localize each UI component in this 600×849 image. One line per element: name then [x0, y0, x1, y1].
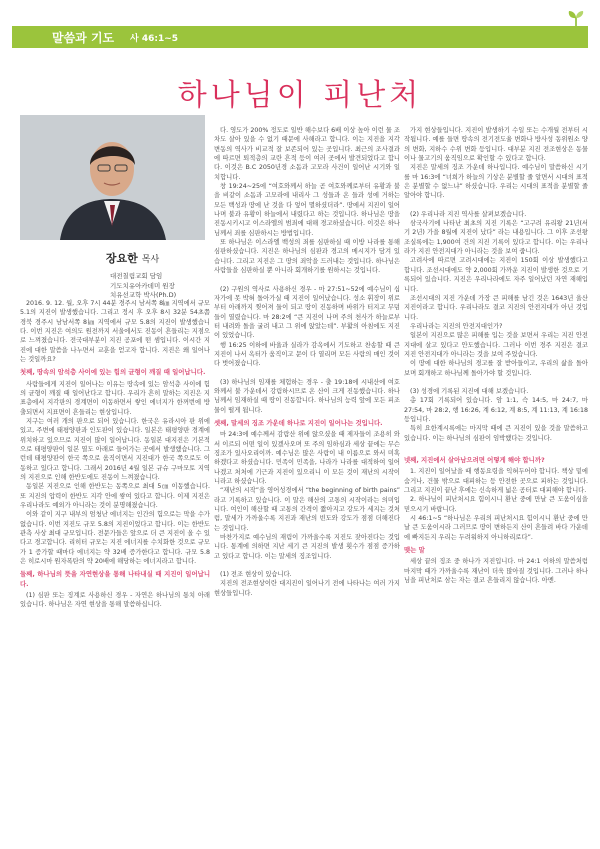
paragraph: 사람들에게 지진이 일어나는 이유는 땅속에 있는 암석층 사이에 힘의 균형이 깨질 때 일어난다고 합니다. 우리가 흔히 말하는 지진은 지표층에서 지각판의 경계면이 이동하면서 쌓인 에너지가 한꺼번에 방출되면서 지표면이 흔들리는 현상입니다.: [20, 380, 210, 416]
paragraph: (2) 우리나라 지진 역사를 살펴보겠습니다.: [410, 210, 527, 218]
paragraph: 마찬가지로 예수님의 재림이 가까울수록 지진도 잦아진다는 것입니다. 통계에 의하면 지난 세기 큰 지진의 발생 횟수가 점점 증가하고 있다고 합니다. 이는 말세의 징조입니다.: [214, 533, 400, 560]
paragraph: 특히 요한계시록에는 마지막 때에 큰 지진이 있을 것을 말씀하고 있습니다. 이는 하나님의 심판이 임박했다는 것입니다.: [404, 425, 588, 442]
author-info: [110, 272, 205, 301]
author-title: 목사: [141, 255, 160, 265]
paragraph: 조선시대의 지진 가운데 가장 큰 피해를 남긴 것은 1643년 울산 지진이라고 합니다. 우리나라도 결코 지진의 안전지대가 아닌 것입니다.: [404, 294, 588, 321]
paragraph: “재난의 시작”을 영어성경에서 “the beginning of birth pains” 라고 기록하고 있습니다. 이 말은 해산의 고통의 시작이라는 의미입니다. 여인이 해산할 때 고통의 간격이 짧아지고 강도가 세지는 것처럼, 말세가 가까울수록 지진과 재난의 빈도와 강도가 점점 더해진다는 것입니다.: [214, 487, 400, 532]
paragraph: 창 19:24~25에 “여호와께서 하늘 곧 여호와께로부터 유황과 불을 비같이 소돔과 고모라에 내리사 그 성들과 온 들과 성에 거하는 모든 백성과 땅에 난 것을 다 엎어 멸하셨더라”. 땅에서 지진이 일어나며 불과 유황이 하늘에서 내렸다고 하는 것입니다. 하나님은 땅을 진동시키시고 이스라엘의 범죄에 대해 경고하셨습니다. 이것은 하나님께서 죄를 심판하시는 방법입니다.: [214, 183, 400, 237]
paragraph: 이와 같이 지구 내부의 엄청난 에너지는 인간의 힘으로는 막을 수가 없습니다. 이번 지진도 규모 5.8의 지진이었다고 합니다. 이는 한반도 관측 사상 최대 규모입니다. 전문가들은 앞으로 더 큰 지진이 올 수 있다고 경고합니다. 리히터 규모는 지진 에너지를 수치화한 것으로 규모가 1 증가할 때마다 에너지는 약 32배 증가한다고 합니다. 규모 5.8은 히로시마 원자폭탄의 약 20배에 해당하는 에너지라고 합니다.: [20, 511, 210, 566]
paragraph: (1) 심판 또는 징계로 사용하신 경우 - 자연은 하나님의 통치 아래 있습니다. 하나님은 자연 현상을 통해 말씀하십니다.: [20, 591, 210, 609]
author-info-line: 기도치유아카데미 원장: [110, 281, 175, 290]
section-heading: 둘째, 하나님의 뜻을 자연현상을 통해 나타내실 때 지진이 일어납니다.: [20, 570, 210, 588]
section-header-bar: [12, 26, 588, 48]
author-name: 장요한: [105, 252, 138, 265]
paragraph: 다. 영도가 200% 정도로 일반 해수보다 6배 이상 높아 이런 물 조차도 살아 있을 수 없기 때문에 사해라고 합니다. 이는 지진을 지각변동의 역사가 비교적 잘 보존되어 있는 곳입니다. 최근의 조사결과에 따르면 퇴적층의 교란 흔적 등이 여러 곳에서 발견되었다고 합니다. 이것은 B.C 2050년경 소돔과 고모라 사건이 일어난 시기와 일치합니다.: [214, 127, 400, 181]
paragraph: 동일본 지진으로 인해 한반도는 동쪽으로 최대 5㎝ 이동했습니다. 또 지진의 압력이 한반도 지각 안에 쌓여 있다고 합니다. 이제 지진은 우리나라도 예외가 아니라는 것이 분명해졌습니다.: [20, 483, 210, 510]
author-block: [20, 250, 205, 301]
article-column-3: [404, 126, 588, 585]
article-title: 하나님이 피난처: [177, 78, 423, 113]
paragraph: 이 땅에 대한 하나님의 경고를 잘 받아들이고, 우리의 삶을 돌아보며 회개하고 하나님께 돌아가야 할 것입니다.: [404, 360, 588, 377]
article-column-2: [214, 126, 400, 598]
paragraph: 1. 지진이 일어났을 때 행동요령을 익혀두어야 합니다. 책상 밑에 숨거나, 건물 밖으로 대피하는 등 안전한 곳으로 피하는 것입니다. 그리고 지진이 끝난 후에는 신속하게 넓은 공터로 대피해야 합니다.: [404, 468, 588, 494]
paragraph: (1) 전조 현상이 있습니다.: [220, 570, 292, 578]
sprout-icon: [566, 10, 586, 26]
paragraph: (3) 성경에 기록된 지진에 대해 보겠습니다.: [410, 387, 529, 395]
paragraph: 또 하나님은 이스라엘 백성의 죄를 심판하실 때 이방 나라를 통해 심판하셨습니다. 지진은 하나님의 심판과 경고의 메시지가 담겨 있습니다. 그리고 지진은 그 땅의 죄악을 드러내는 것입니다. 하나님은 사람들을 심판하실 뿐 아니라 회개하기를 원하시는 것입니다.: [214, 239, 400, 275]
paragraph: 일본이 지진으로 많은 피해를 입는 것을 보면서 우리는 지진 안전지대에 살고 있다고 안도했습니다. 그러나 이번 경주 지진은 결코 지진 안전지대가 아니라는 것을 보여 주었습니다.: [404, 332, 588, 358]
intro-paragraph: 2016. 9. 12. 월, 오후 7시 44분 경주시 남서쪽 8㎞ 지역에서 규모 5.1의 지진이 발생했습니다. 그리고 정시 후 오후 8시 32분 54초쯤 경북 경주시 남남서쪽 8㎞ 지역에서 규모 5.8의 지진이 발생했습니다. 이번 지진은 여의도 원전까지 서울에서도 진동이 흔들리는 지점으로 느껴졌습니다. 전국대부분이 지진 공포에 떤 셈입니다. 이시간 지진에 대한 말씀을 나누면서 교훈을 얻고자 합니다. 지진은 왜 일어나는 것일까요?: [20, 300, 210, 364]
scripture-reference: 사 46:1~5: [130, 34, 179, 44]
paragraph: 삼국사기에 나타난 최초의 지진 기록은 “고구려 유리왕 21년(서기 2년) 가을 8월에 지진이 났다” 라는 내용입니다. 그 이후 조선왕조실록에는 1,900여 건의 지진 기록이 있다고 합니다. 이는 우리나라가 지진 안전지대가 아니라는 것을 보여 줍니다.: [404, 220, 588, 256]
section-title: 말씀과 기도: [52, 31, 115, 45]
author-info-line: 치유선교학 박사(Ph.D): [110, 291, 177, 299]
paragraph: 세상 끝의 징조 중 하나가 지진입니다. 마 24:1 이하의 말씀처럼 마지막 때가 가까울수록 재난이 더욱 많아질 것입니다. 그러나 하나님을 피난처로 삼는 자는 결코 흔들리지 않습니다. 아멘.: [404, 558, 588, 584]
section-heading: 셋째, 말세의 징조 가운데 하나로 지진이 일어나는 것입니다.: [214, 418, 383, 427]
section-heading: 넷째, 지진에서 살아남으려면 어떻게 해야 합니까?: [404, 456, 545, 464]
author-info-line: 대전칠림교회 담임: [110, 272, 163, 280]
paragraph: 총 17회 기록되어 있습니다. 암 1:1, 슥 14:5, 마 24:7, 마 27:54, 마 28:2, 행 16:26, 계 6:12, 계 8:5, 계 11:13, 계 16:18 등입니다.: [404, 397, 588, 423]
paragraph: 고려사에 따르면 고려시대에는 지진이 150회 이상 발생했다고 합니다. 조선시대에도 약 2,000회 가까운 지진이 발생한 것으로 기록되어 있습니다. 지진은 우리나라에도 자주 일어났던 자연 재해입니다.: [404, 257, 588, 293]
section-heading: 맺는 말: [404, 545, 425, 554]
author-name-line: [60, 250, 205, 266]
section-heading: 첫째, 땅속의 암석층 사이에 있는 힘의 균형이 깨질 때 일어납니다.: [20, 368, 206, 377]
paragraph: 시 46:1~5 “하나님은 우리의 피난처시요 힘이시니 환난 중에 만날 큰 도움이시라 그러므로 땅이 변하든지 산이 흔들려 바다 가운데에 빠지든지 우리는 두려워하지 아니하리로다”.: [404, 514, 588, 541]
article-column-1: [20, 299, 210, 610]
paragraph: 우리나라는 지진의 안전지대인가?: [410, 322, 503, 330]
paragraph: 지진의 전조현상이란 대지진이 일어나기 전에 나타나는 여러 가지 현상들입니다.: [214, 580, 400, 597]
paragraph: (2) 구원의 역사로 사용하신 경우 - 마 27:51~52에 예수님이 십자가에 못 박혀 돌아가실 때 지진이 일어났습니다. 성소 휘장이 위로부터 아래까지 찢어져 둘이 되고 땅이 진동하며 바위가 터지고 무덤들이 열렸습니다. 마 28:2에 “큰 지진이 나며 주의 천사가 하늘로부터 내려와 돌을 굴려 내고 그 위에 앉았는데”. 부활의 아침에도 지진이 있었습니다.: [214, 285, 400, 340]
author-photo: [20, 115, 205, 240]
paragraph: 지진은 말세의 징조 가운데 하나입니다. 예수님이 말씀하신 시기를 마 16:3에 “너희가 하늘의 기상은 분별할 줄 알면서 시대의 표적은 분별할 수 없느냐” 하셨습니다. 우리는 시대의 표적을 분별할 줄 알아야 합니다.: [404, 164, 588, 200]
paragraph: 가지 현상들입니다. 지진이 발생하기 수일 또는 수개월 전부터 시작됩니다. 예를 들면 땅속의 전기전도율 변화나 방사성 동위원소 양의 변화, 지하수 수위 변화 등입니다. 대부분 지진 전조현상은 동물이나 물고기의 움직임으로 확인할 수 있다고 합니다.: [404, 127, 588, 163]
paragraph: (3) 하나님의 임재를 체험하는 경우 - 출 19:18에 시내산에 여호와께서 불 가운데서 강림하시므로 온 산이 크게 진동했습니다. 하나님께서 임재하실 때 땅이 진동합니다. 하나님의 능력 앞에 모든 피조물이 떨게 됩니다.: [214, 378, 400, 414]
paragraph: 지구는 여러 개의 판으로 되어 있습니다. 한국은 유라시아 판 위에 있고, 주변에 태평양판과 인도판이 있습니다. 일본은 태평양판 경계에 위치하고 있으므로 지진이 많이 일어납니다. 동일본 대지진은 기본적으로 태평양판이 일본 열도 아래로 들어가는 곳에서 발생했습니다. 그런데 태평양판이 한국 쪽으로 움직이면서 지진대가 한국 쪽으로도 이동하고 있다고 합니다. 그래서 2016년 4월 일본 규슈 구마모토 지역의 지진으로 인해 한반도에도 진동이 느껴졌습니다.: [20, 417, 210, 482]
paragraph: 2. 하나님이 피난처시요 힘이시니 환난 중에 만날 큰 도움이심을 믿으시기 바랍니다.: [404, 496, 588, 513]
paragraph: 마 24:3에 예수께서 감람산 위에 앉으셨을 때 제자들이 조용히 와서 이르되 어떤 일이 있겠사오며 또 주의 임하심과 세상 끝에는 무슨 징조가 있사오리이까. 예수님은 많은 사람이 내 이름으로 와서 미혹하겠다고 하셨습니다. 민족이 민족을, 나라가 나라를 대적하여 일어나겠고 처처에 기근과 지진이 있으리니 이 모든 것이 재난의 시작이니라고 하셨습니다.: [214, 431, 400, 485]
paragraph: 행 16:25 이하에 바울과 실라가 감옥에서 기도하고 찬송할 때 큰 지진이 나서 옥터가 움직이고 문이 다 열리며 모든 사람의 매인 것이 다 벗어졌습니다.: [214, 341, 400, 368]
